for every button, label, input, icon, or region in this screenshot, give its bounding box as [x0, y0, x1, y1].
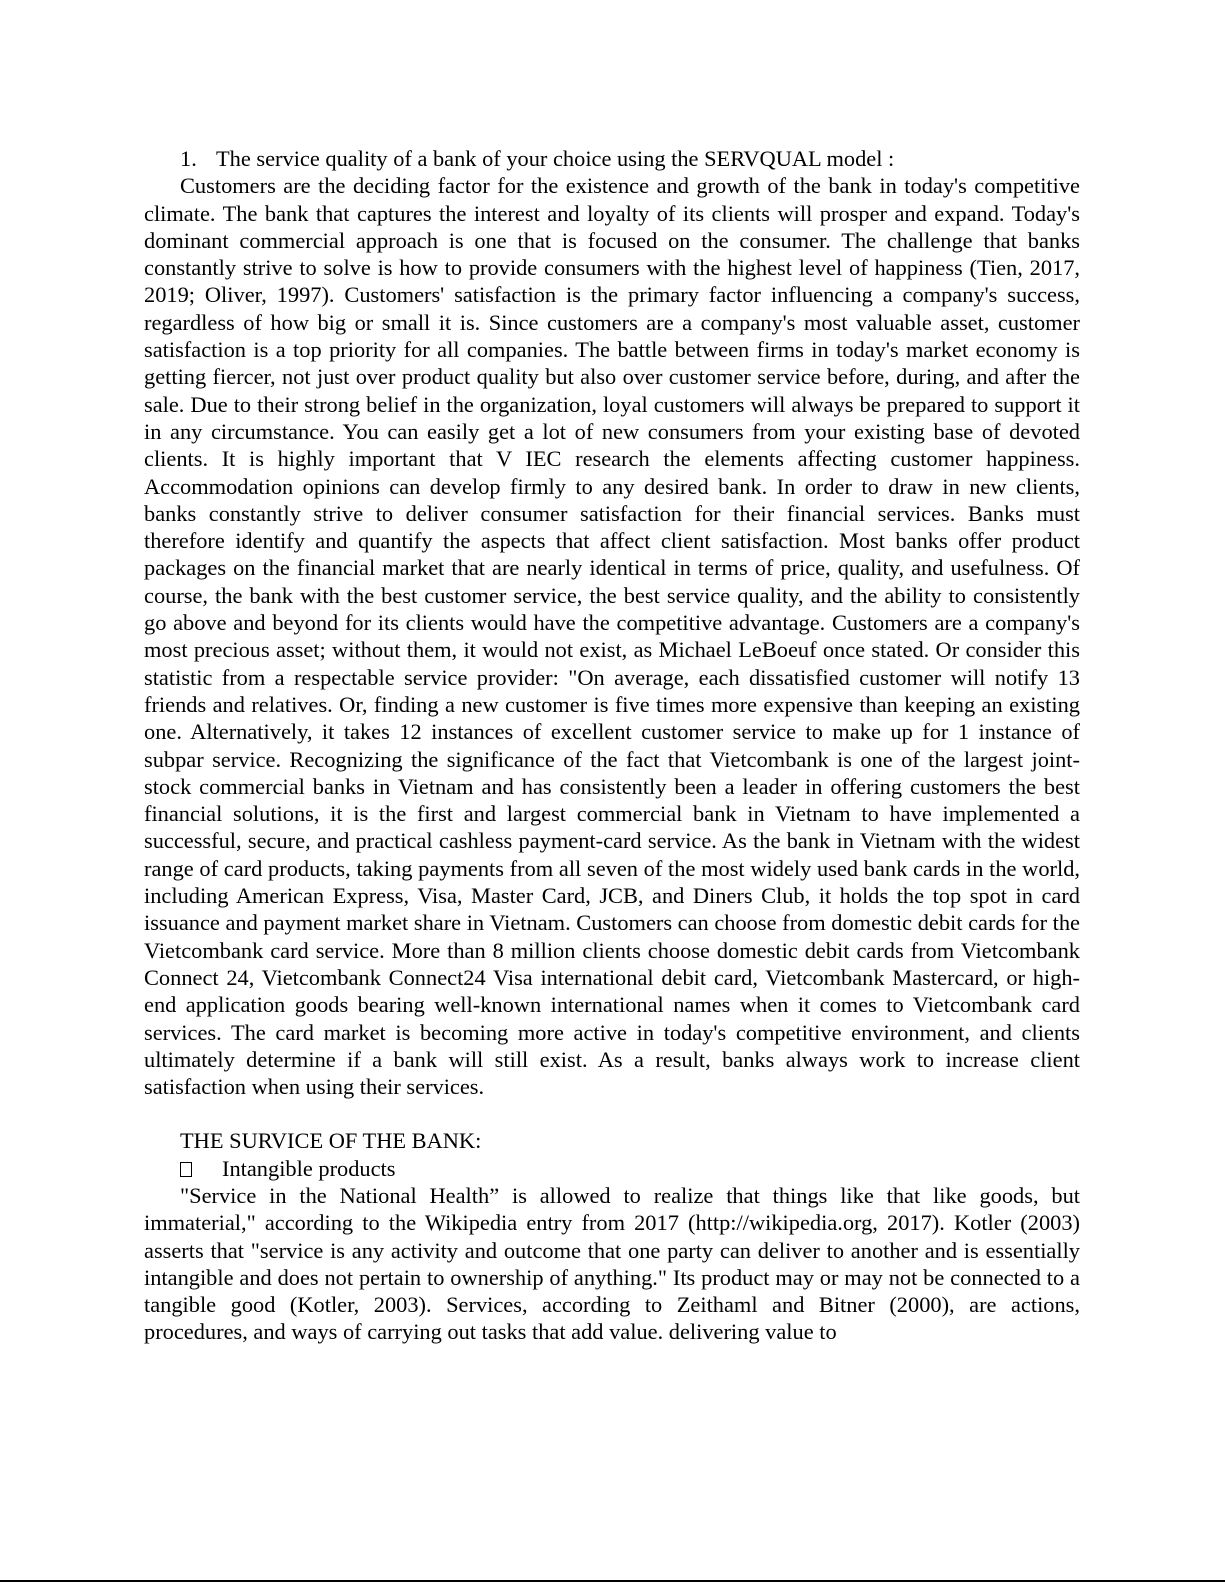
bullet-text: Intangible products	[222, 1155, 396, 1181]
intro-paragraph: Customers are the deciding factor for the existence and growth of the bank in today's competitive climate. The bank that captures the interest and loyalty of its clients will prosper and expand. Today's dominant commercial approach is one that is focused on the consumer. The challenge that banks constantly strive to solve is how to provide consumers with the highest level of happiness (Tien, 2017, 2019; Oliver, 1997). Customers' satisfaction is the primary factor influencing a company's success, regardless of how big or small it is. Since customers are a company's most valuable asset, customer satisfaction is a top priority for all companies. The battle between firms in today's market economy is getting fiercer, not just over product quality but also over customer service before, during, and after the sale. Due to their strong belief in the organization, loyal customers will always be prepared to support it in any circumstance. You can easily get a lot of new consumers from your existing base of devoted clients. It is highly important that V IEC research the elements affecting customer happiness. Accommodation opinions can develop firmly to any desired bank. In order to draw in new clients, banks constantly strive to deliver consumer satisfaction for their financial services. Banks must therefore identify and quantify the aspects that affect client satisfaction. Most banks offer product packages on the financial market that are nearly identical in terms of price, quality, and usefulness. Of course, the bank with the best customer service, the best service quality, and the ability to consistently go above and beyond for its clients would have the competitive advantage. Customers are a company's most precious asset; without them, it would not exist, as Michael LeBoeuf once stated. Or consider this statistic from a respectable service provider: "On average, each dissatisfied customer will notify 13 friends and relatives. Or, finding a new customer is five times more expensive than keeping an existing one. Alternatively, it takes 12 instances of excellent customer service to make up for 1 instance of subpar service. Recognizing the significance of the fact that Vietcombank is one of the largest joint-stock commercial banks in Vietnam and has consistently been a leader in offering customers the best financial solutions, it is the first and largest commercial bank in Vietnam to have implemented a successful, secure, and practical cashless payment-card service. As the bank in Vietnam with the widest range of card products, taking payments from all seven of the most widely used bank cards in the world, including American Express, Visa, Master Card, JCB, and Diners Club, it holds the top spot in card issuance and payment market share in Vietnam. Customers can choose from domestic debit cards for the Vietcombank card service. More than 8 million clients choose domestic debit cards from Vietcombank Connect 24, Vietcombank Connect24 Visa international debit card, Vietcombank Mastercard, or high-end application goods bearing well-known international names when it comes to Vietcombank card services. The card market is becoming more active in today's competitive environment, and clients ultimately determine if a bank will still exist. As a result, banks always work to increase client satisfaction when using their services.	[144, 173, 1080, 1100]
document-body	[144, 145, 1080, 1346]
heading-text: The service quality of a bank of your choice using the SERVQUAL model :	[216, 146, 895, 171]
numbered-heading	[144, 145, 1080, 172]
bullet-item	[144, 1155, 1080, 1182]
checkbox-icon	[180, 1162, 192, 1177]
heading-number: 1.	[180, 146, 197, 171]
service-paragraph: "Service in the National Health” is allowed to realize that things like that like goods, but immaterial," according to the Wikipedia entry from 2017 (http://wikipedia.org, 2017). Kotler (2003) asserts that "service is any activity and outcome that one party can deliver to another and is essentially intangible and does not pertain to ownership of anything." Its product may or may not be connected to a tangible good (Kotler, 2003). Services, according to Zeithaml and Bitner (2000), are actions, procedures, and ways of carrying out tasks that add value. delivering value to	[144, 1182, 1080, 1345]
page-bottom-divider	[0, 1580, 1225, 1582]
section-title: THE SURVICE OF THE BANK:	[180, 1128, 482, 1154]
